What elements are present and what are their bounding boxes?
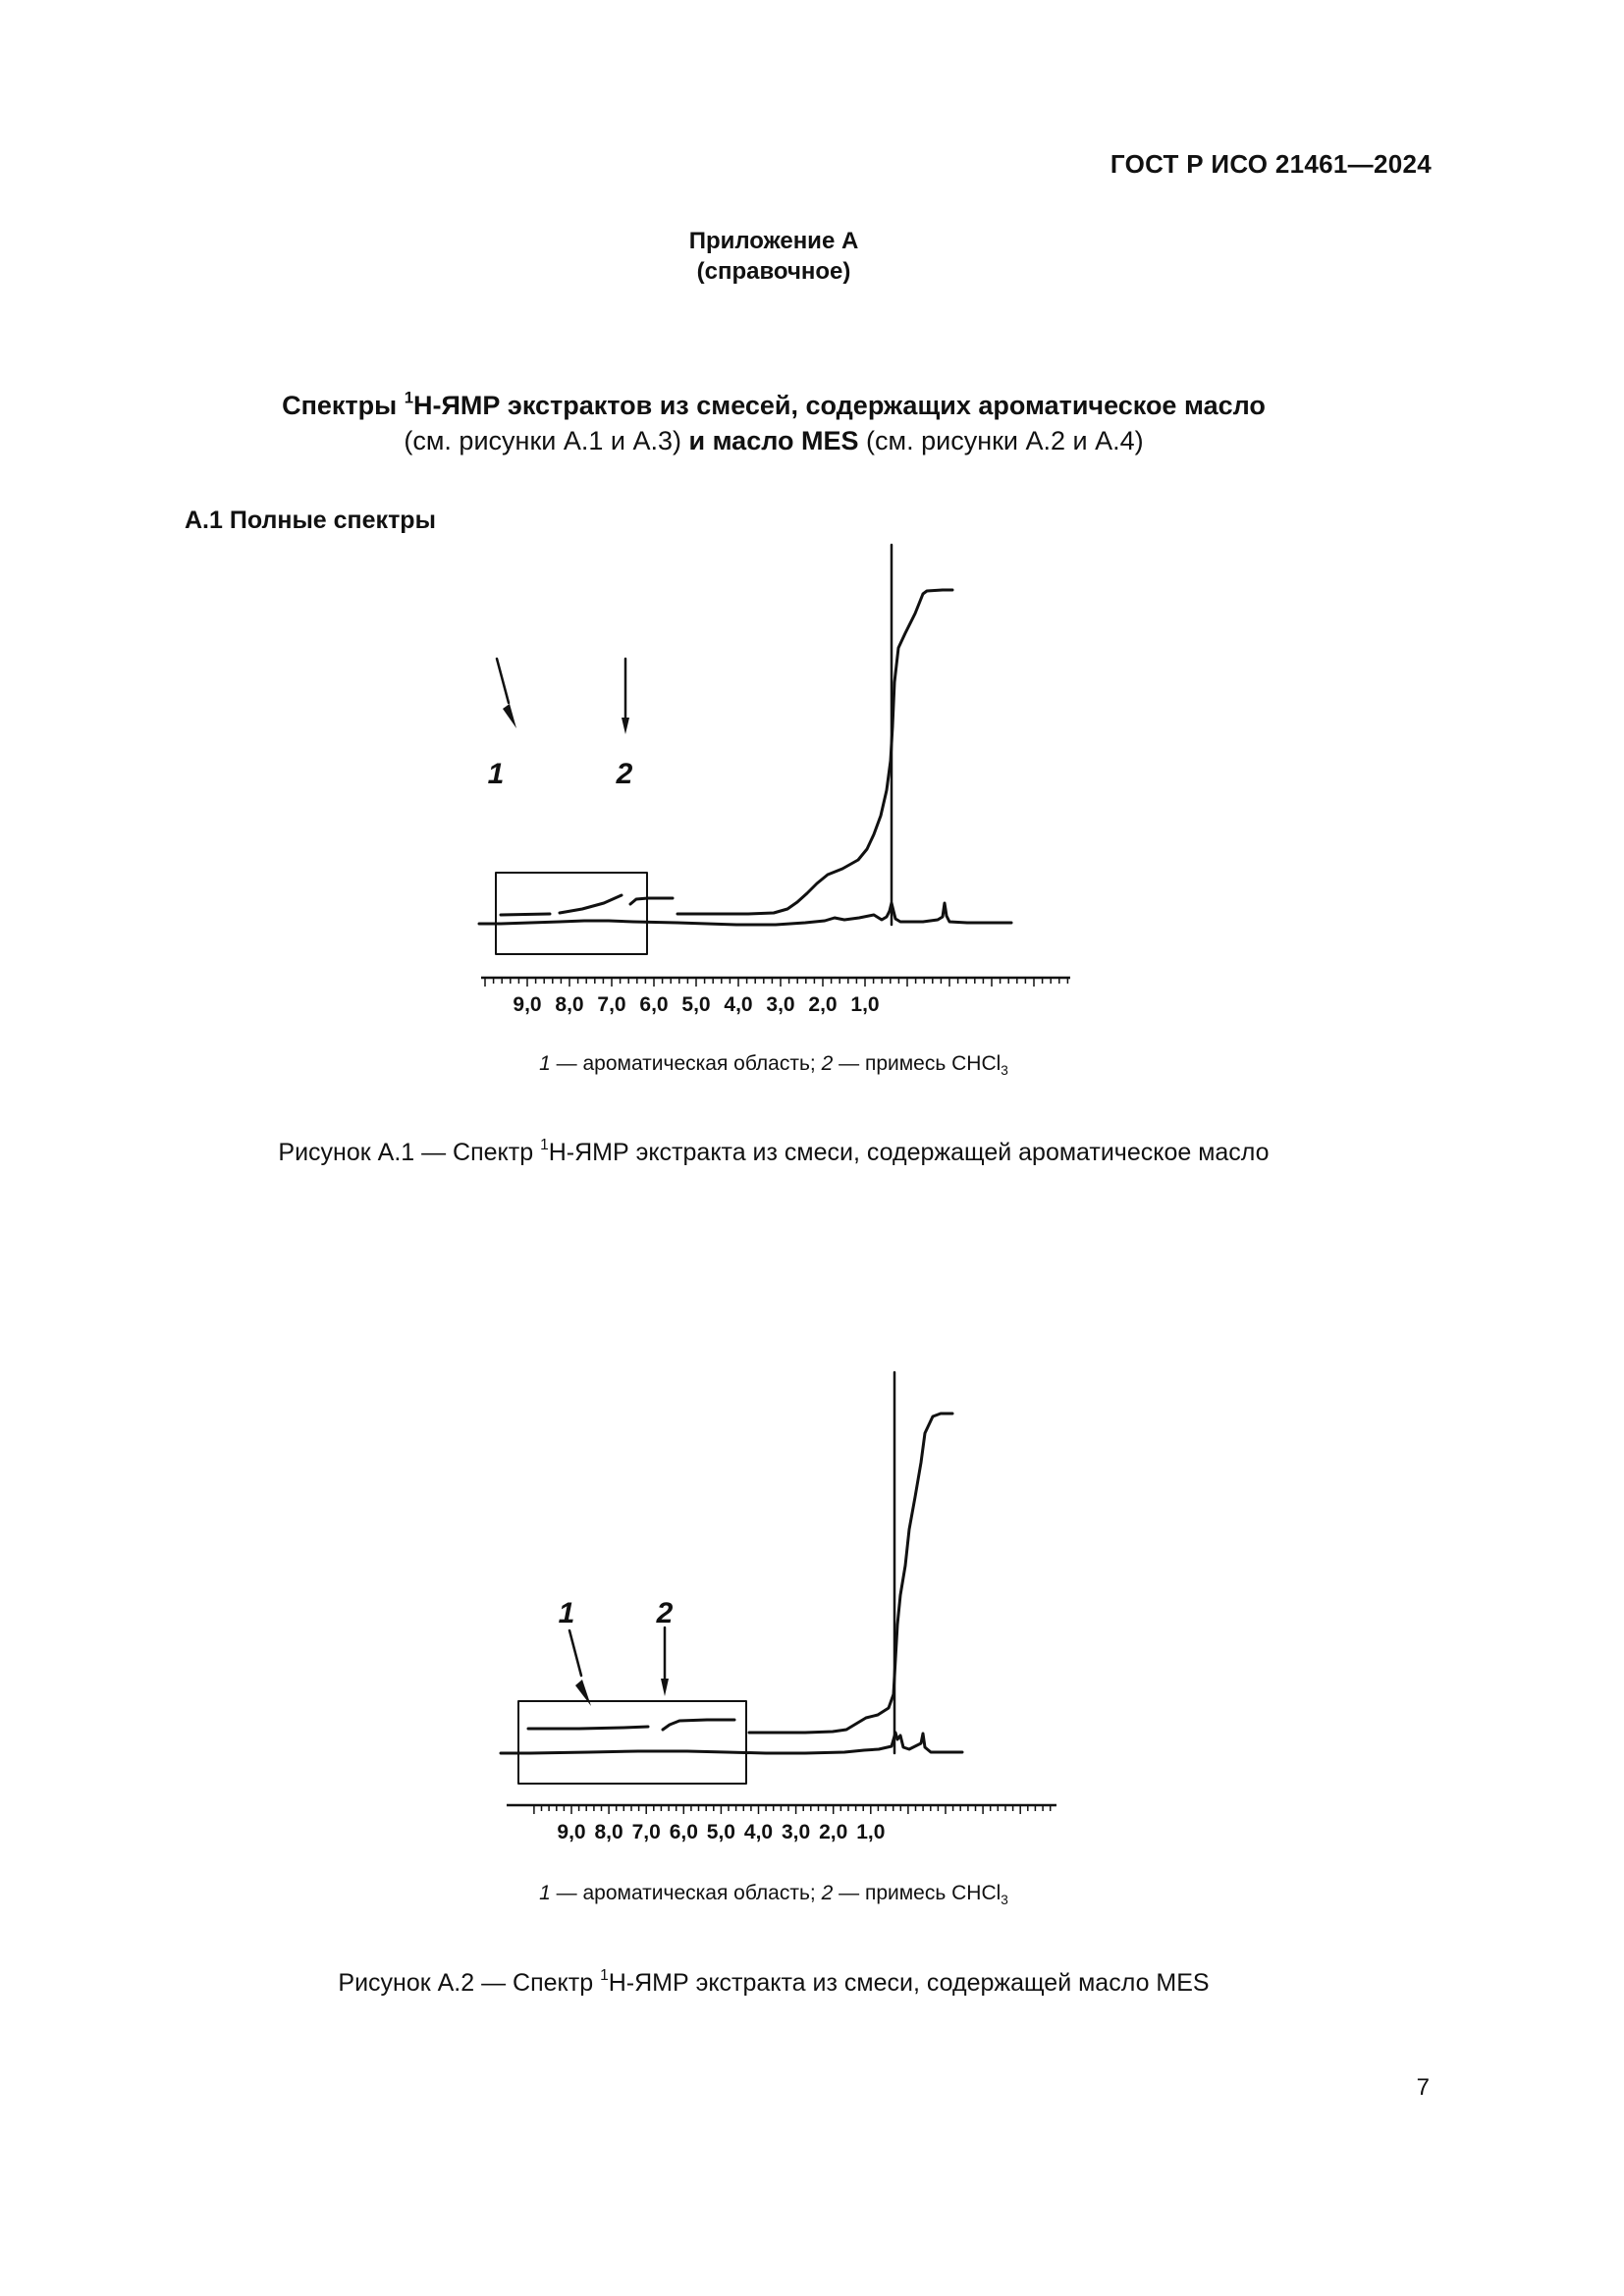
axis-tick-label: 7,0: [597, 993, 626, 1016]
axis-tick-label: 3,0: [766, 993, 795, 1016]
figure-a1-spectrum: [461, 530, 1090, 1021]
integral-aromatic-2: [560, 895, 622, 913]
callout-2-label: 2: [616, 758, 633, 790]
axis-tick-label: 3,0: [781, 1821, 811, 1843]
axis-tick-label: 6,0: [669, 1821, 698, 1843]
integral-curve: [749, 1414, 952, 1733]
axis-tick-label: 4,0: [743, 1821, 774, 1843]
integral-aromatic-1: [528, 1727, 648, 1729]
callout-1-leader: [497, 659, 509, 703]
axis-tick-label: 9,0: [513, 993, 542, 1016]
appendix-heading-line-1: Спектры $^1$Н-ЯМР экстрактов из смесей, содержащих ароматическое масло: [282, 388, 1266, 420]
aromatic-region-box: [518, 1701, 746, 1784]
callout-2-arrowhead: [661, 1679, 669, 1696]
callout-1-arrowhead: [503, 704, 516, 728]
axis-tick-label: 8,0: [555, 993, 584, 1016]
ppm-axis: [481, 978, 1070, 1016]
annex-kind: (справочное): [696, 258, 851, 285]
figure-a1-legend: 1 — ароматическая область; 2 — примесь CHCl$_3$: [539, 1052, 1008, 1078]
section-title: А.1 Полные спектры: [185, 507, 436, 534]
callout-2-label: 2: [656, 1597, 674, 1629]
axis-tick-label: 7,0: [631, 1821, 661, 1843]
callout-1-label: 1: [558, 1597, 575, 1629]
axis-tick-label: 2,0: [819, 1821, 848, 1843]
appendix-heading-line-2: (см. рисунки А.1 и А.3) и масло MES (см. рисунки А.2 и А.4): [404, 426, 1144, 455]
callout-2-arrowhead: [622, 718, 629, 734]
annex-title: Приложение А: [688, 228, 859, 254]
integral-aromatic-1: [501, 914, 550, 915]
integral-curve: [677, 590, 952, 914]
figure-a2-caption: Рисунок А.2 — Спектр $^1$Н-ЯМР экстракта из смеси, содержащей масло MES: [338, 1967, 1210, 1997]
axis-tick-label: 6,0: [639, 993, 669, 1016]
axis-tick-label: 1,0: [850, 993, 880, 1016]
integral-aromatic-3: [630, 898, 673, 904]
standard-designation: ГОСТ Р ИСО 21461—2024: [1110, 149, 1432, 179]
integral-aromatic-2: [663, 1720, 734, 1730]
axis-tick-label: 5,0: [706, 1821, 736, 1843]
axis-tick-label: 8,0: [594, 1821, 623, 1843]
figure-a2-spectrum: [471, 1345, 1100, 1855]
axis-tick-label: 4,0: [724, 993, 753, 1016]
figure-a1-caption: Рисунок А.1 — Спектр $^1$Н-ЯМР экстракта из смеси, содержащей ароматическое масло: [278, 1137, 1270, 1166]
axis-tick-label: 1,0: [856, 1821, 886, 1843]
spectrum-curve: [501, 1733, 962, 1753]
axis-tick-label: 9,0: [557, 1821, 586, 1843]
callout-1-leader: [569, 1630, 581, 1676]
axis-tick-label: 5,0: [681, 993, 711, 1016]
page-number: 7: [1416, 2074, 1430, 2101]
callout-1-label: 1: [487, 758, 505, 790]
ppm-axis: [507, 1805, 1056, 1843]
axis-tick-label: 2,0: [808, 993, 838, 1016]
figure-a2-legend: 1 — ароматическая область; 2 — примесь CHCl$_3$: [539, 1882, 1008, 1907]
